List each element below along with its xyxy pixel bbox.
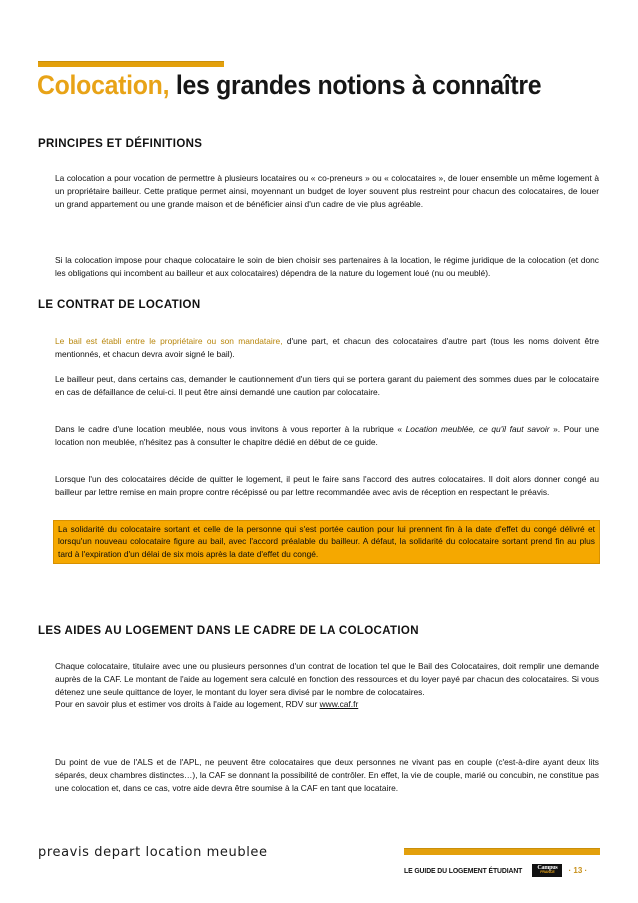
paragraph-contrat-1 bbox=[55, 335, 599, 360]
paragraph-contrat-4: Lorsque l'un des colocataires décide de quitter le logement, il peut le faire sans l'accord des autres colocataires. Il doit alors donner congé au bailleur par lettre remise en main propre contre récépissé ou par lettre recommandée avec avis de réception en respectant le préavis. bbox=[55, 474, 599, 497]
logo-secondary-text: FRANCE bbox=[540, 870, 555, 875]
title-accent-rule bbox=[38, 61, 224, 67]
footer-accent-rule bbox=[404, 848, 600, 855]
paragraph-contrat-2: Le bailleur peut, dans certains cas, demander le cautionnement d'un tiers qui se portera garant du paiement des sommes dues par le colocataire en cas de défaillance de celui-ci. Il peut être ainsi demandé une caution par colocataire. bbox=[55, 374, 599, 397]
section-heading-principes: PRINCIPES ET DÉFINITIONS bbox=[38, 138, 203, 150]
logo-primary-text: Campus bbox=[537, 865, 558, 872]
paragraph-principes-2: Si la colocation impose pour chaque colocataire le soin de bien choisir ses partenaires à la location, le régime juridique de la colocation (et donc les obligations qui incombent au bailleur et aux colocataires) dépendra de la nature du logement loué (nu ou meublé). bbox=[55, 255, 599, 278]
caf-website-link[interactable]: www.caf.fr bbox=[319, 699, 359, 710]
footer bbox=[404, 862, 604, 878]
page-title-rest: les grandes notions à connaître bbox=[169, 70, 542, 100]
paragraph-contrat-1-rest: d'une part, et chacun des colocataires d'autre part (tous les noms doivent être mentionnés, et chacun devra avoir signé le bail). bbox=[55, 336, 599, 359]
footer-guide-label: LE GUIDE DU LOGEMENT ÉTUDIANT bbox=[404, 865, 523, 875]
paragraph-aides-1 bbox=[55, 660, 599, 710]
section-heading-aides: LES AIDES AU LOGEMENT DANS LE CADRE DE LA COLOCATION bbox=[38, 625, 419, 637]
paragraph-contrat-3-part-b: ». Pour une location non meublée, n'hésitez pas à consulter le chapitre dédié en début de ce guide. bbox=[55, 424, 599, 447]
paragraph-aides-2: Du point de vue de l'ALS et de l'APL, ne peuvent être colocataires que deux personnes ne vivant pas en couple (c'est-à-dire ayant deux lits séparés, deux chambres distinctes…), la CAF se donnant la possibilité de contrôler. En effet, la vie de couple, marié ou concubin, ne constitue pas une colocation et, dans ce cas, votre aide devra être soumise à la CAF en tant que locataire. bbox=[55, 757, 599, 793]
page-title bbox=[37, 70, 552, 100]
page-title-accent: Colocation, bbox=[37, 70, 170, 100]
page-number: · 13 · bbox=[568, 865, 588, 875]
paragraph-contrat-3 bbox=[55, 423, 599, 448]
campus-france-logo bbox=[532, 864, 562, 877]
highlighted-callout-box bbox=[53, 520, 600, 564]
paragraph-aides-1-part-a: Chaque colocataire, titulaire avec une ou plusieurs personnes d'un contrat de location tel que le Bail des Colocataires, doit remplir une demande auprès de la CAF. Le montant de l'aide au logement sera calculé en fonction des ressources et du loyer payé par chacun des colocataires. Si vous détenez une seule quittance de loyer, le montant du loyer sera divisé par le nombre de colocataires. bbox=[55, 661, 599, 697]
section-heading-contrat: LE CONTRAT DE LOCATION bbox=[38, 299, 201, 311]
callout-text: La solidarité du colocataire sortant et celle de la personne qui s'est portée caution pour lui prennent fin à la date d'effet du congé délivré et lorsqu'un nouveau colocataire figure au bail, avec l'accord préalable du bailleur. A défaut, la solidarité du colocataire sortant prend fin au plus tard à l'expiration d'un délai de six mois après la date d'effet du congé. bbox=[58, 524, 595, 559]
paragraph-contrat-3-emphasis: Location meublée, ce qu'il faut savoir bbox=[405, 424, 550, 435]
paragraph-contrat-3-part-a: Dans le cadre d'une location meublée, nous vous invitons à vous reporter à la rubrique « bbox=[55, 424, 406, 435]
paragraph-aides-1-part-b: Pour en savoir plus et estimer vos droits à l'aide au logement, RDV sur bbox=[55, 699, 320, 710]
paragraph-contrat-1-gold: Le bail est établi entre le propriétaire ou son mandataire, bbox=[55, 336, 283, 347]
paragraph-principes-1: La colocation a pour vocation de permettre à plusieurs locataires ou « co-preneurs » ou « colocataires », de louer ensemble un même logement à un propriétaire bailleur. Cette pratique permet ainsi, moyennant un budget de loyer souvent plus restreint pour chacun des colocataires, de louer un grand appartement ou une grande maison et de bénéficier ainsi d'un cadre de vie plus agréable. bbox=[55, 173, 599, 209]
bottom-caption: preavis depart location meublee bbox=[38, 845, 268, 860]
